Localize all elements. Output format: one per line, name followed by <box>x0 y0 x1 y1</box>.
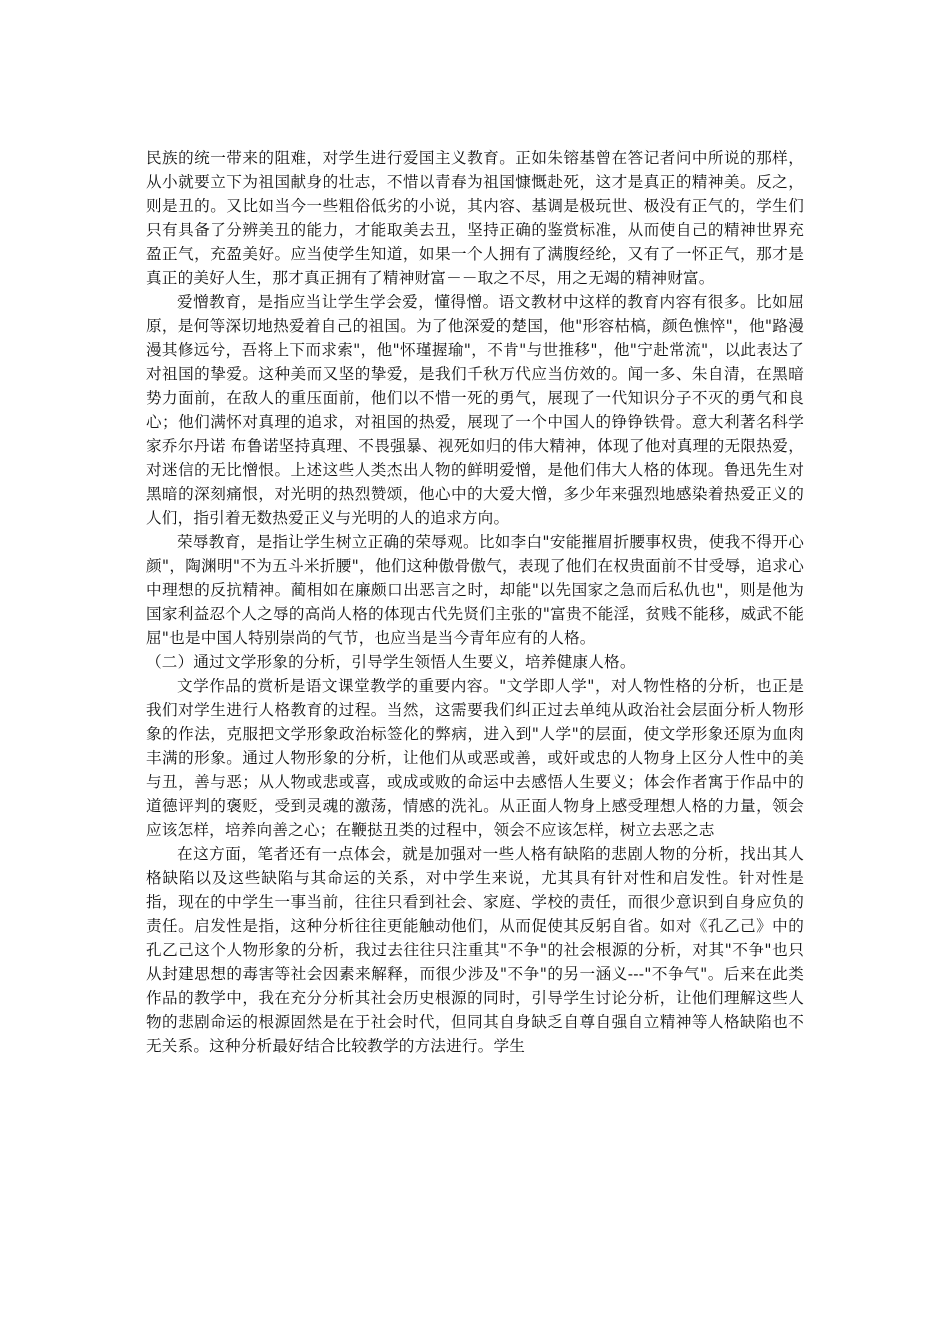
document-body <box>146 146 804 1058</box>
paragraph-love-hate-education: 爱憎教育，是指应当让学生学会爱，懂得憎。语文教材中这样的教育内容有很多。比如屈原，是何等深切地热爱着自己的祖国。为了他深爱的楚国，他"形容枯槁，颜色憔悴"，他"路漫漫其修远兮，吾将上下而求索"，他"怀瑾握瑜"，不肯"与世推移"，他"宁赴常流"，以此表达了对祖国的挚爱。这种美而又坚的挚爱，是我们千秋万代应当仿效的。闻一多、朱自清，在黑暗势力面前，在敌人的重压面前，他们以不惜一死的勇气，展现了一代知识分子不灭的勇气和良心；他们满怀对真理的追求，对祖国的热爱，展现了一个中国人的铮铮铁骨。意大利著名科学家乔尔丹诺 布鲁诺坚持真理、不畏强暴、视死如归的伟大精神，体现了他对真理的无限热爱，对迷信的无比憎恨。上述这些人类杰出人物的鲜明爱憎，是他们伟大人格的体现。鲁迅先生对黑暗的深刻痛恨，对光明的热烈赞颂，他心中的大爱大憎，多少年来强烈地感染着热爱正义的人们，指引着无数热爱正义与光明的人的追求方向。 <box>146 293 804 527</box>
paragraph-honor-disgrace-education: 荣辱教育，是指让学生树立正确的荣辱观。比如李白"安能摧眉折腰事权贵，使我不得开心颜"，陶渊明"不为五斗米折腰"，他们这种傲骨傲气，表现了他们在权贵面前不甘受辱，追求心中理想的反抗精神。蔺相如在廉颇口出恶言之时，却能"以先国家之急而后私仇也"，则是他为国家利益忍个人之辱的高尚人格的体现古代先贤们主张的"富贵不能淫，贫贱不能移，威武不能屈"也是中国人特别崇尚的气节，也应当是当今青年应有的人格。 <box>146 533 804 647</box>
paragraph-tragic-characters: 在这方面，笔者还有一点体会，就是加强对一些人格有缺陷的悲剧人物的分析，找出其人格缺陷以及这些缺陷与其命运的关系，对中学生来说，尤其具有针对性和启发性。针对性是指，现在的中学生一事当前，往往只看到社会、家庭、学校的责任，而很少意识到自身应负的责任。启发性是指，这种分析往往更能触动他们，从而促使其反躬自省。如对《孔乙己》中的孔乙己这个人物形象的分析，我过去往往只注重其"不争"的社会根源的分析，对其"不争"也只从封建思想的毒害等社会因素来解释，而很少涉及"不争"的另一涵义---"不争气"。后来在此类作品的教学中，我在充分分析其社会历史根源的同时，引导学生讨论分析，让他们理解这些人物的悲剧命运的根源固然是在于社会时代，但同其自身缺乏自尊自强自立精神等人格缺陷也不无关系。这种分析最好结合比较教学的方法进行。学生 <box>146 845 804 1055</box>
paragraph-patriotism-continued: 民族的统一带来的阻难，对学生进行爱国主义教育。正如朱镕基曾在答记者问中所说的那样，从小就要立下为祖国献身的壮志，不惜以青春为祖国慷慨赴死，这才是真正的精神美。反之，则是丑的。又比如当今一些粗俗低劣的小说，其内容、基调是极玩世、极没有正气的，学生们只有具备了分辨美丑的能力，才能取美去丑，坚持正确的鉴赏标准，从而使自己的精神世界充盈正气，充盈美好。应当使学生知道，如果一个人拥有了满腹经纶，又有了一怀正气，那才是真正的美好人生，那才真正拥有了精神财富－－取之不尽，用之无竭的精神财富。 <box>146 149 804 287</box>
section-heading-2: （二）通过文学形象的分析，引导学生领悟人生要义，培养健康人格。 <box>146 653 636 671</box>
paragraph-literary-appreciation: 文学作品的赏析是语文课堂教学的重要内容。"文学即人学"，对人物性格的分析，也正是我们对学生进行人格教育的过程。当然，这需要我们纠正过去单纯从政治社会层面分析人物形象的作法，克服把文学形象政治标签化的弊病，进入到"人学"的层面，使文学形象还原为血肉丰满的形象。通过人物形象的分析，让他们从或恶或善，或奸或忠的人物身上区分人性中的美与丑，善与恶；从人物或悲或喜，或成或败的命运中去感悟人生要义；体会作者寓于作品中的道德评判的褒贬，受到灵魂的激荡，情感的洗礼。从正面人物身上感受理想人格的力量，领会应该怎样，培养向善之心；在鞭挞丑类的过程中，领会不应该怎样，树立去恶之志 <box>146 677 804 839</box>
